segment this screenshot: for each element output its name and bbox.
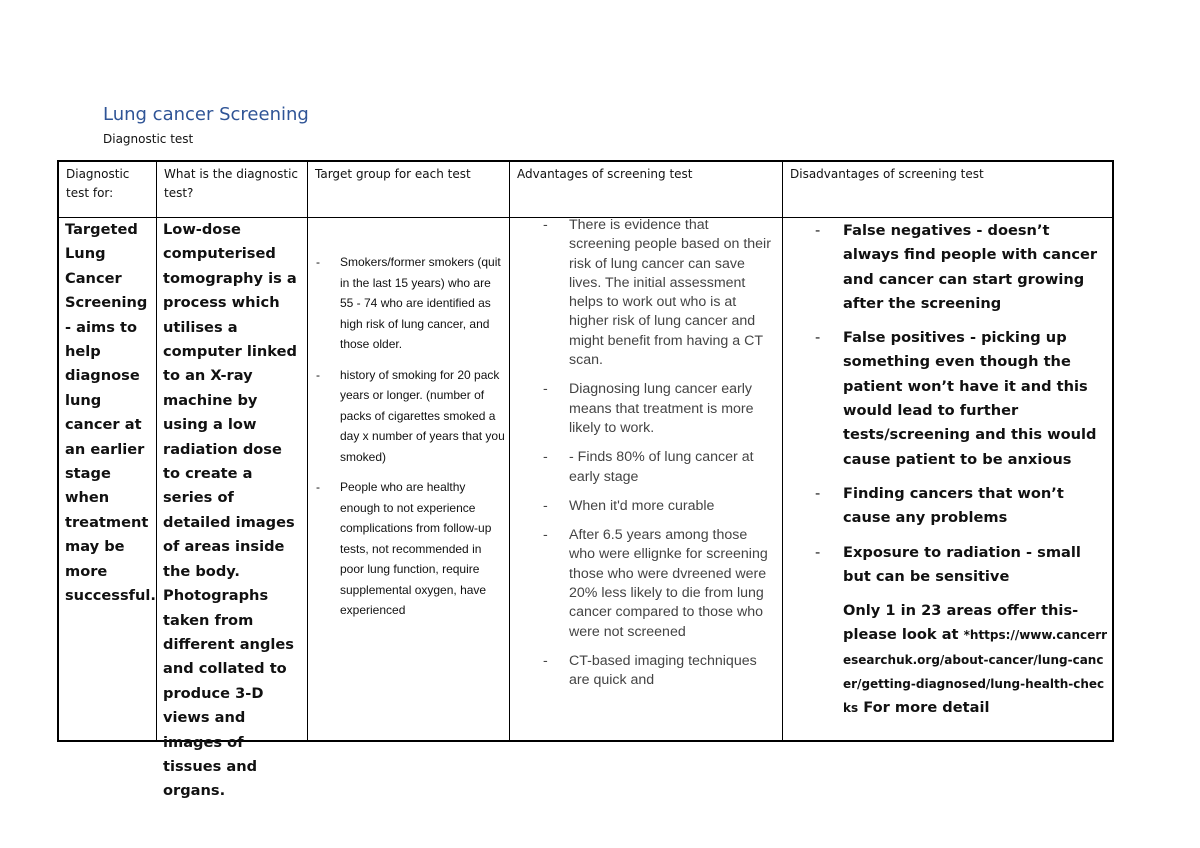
list-item: - People who are healthy enough to not experience complications from follow-up tests, not recommended in poor lung function, require supplemental oxygen, have experienced: [340, 477, 505, 621]
header-disadvantages: Disadvantages of screening test: [783, 162, 1114, 218]
cell-target-group: [308, 218, 509, 621]
cell-disadvantages: [783, 219, 1114, 721]
cell-what-is: Low-dose computerised tomography is a process which utilises a computer linked to an X-ray machine by using a low radiation dose to create a series of detailed images of areas inside the body. Photographs taken from different angles and collated to produce 3-D views and images of tissues and organs.: [163, 221, 297, 800]
note-text: Only 1 in 23 areas offer this- please look at: [843, 602, 1079, 644]
list-item: - Exposure to radiation - small but can be sensitive: [843, 541, 1108, 590]
list-item: - When it'd more curable: [569, 497, 774, 516]
page-title: Lung cancer Screening: [103, 104, 309, 125]
column-advantages: [510, 162, 783, 740]
list-item: - There is evidence that screening people based on their risk of lung cancer can save lives. The initial assessment helps to work out who is at higher risk of lung cancer and might benefit from having a CT scan.: [569, 216, 774, 370]
more-info-link[interactable]: *https://www.cancerresearchuk.org/about-cancer/lung-cancer/getting-diagnosed/lung-health-checks: [843, 628, 1108, 716]
header-target-group: Target group for each test: [308, 162, 509, 218]
header-advantages: Advantages of screening test: [510, 162, 782, 218]
header-test-for: Diagnostic test for:: [59, 162, 156, 218]
note-end: For more detail: [863, 699, 990, 717]
cell-test-for: Targeted Lung Cancer Screening - aims to help diagnose lung cancer at an earlier stage when treatment may be more successful.: [65, 221, 156, 605]
more-info-note: [789, 599, 1108, 720]
list-item: - False negatives - doesn’t always find people with cancer and cancer can start growing after the screening: [843, 219, 1108, 316]
list-item: - False positives - picking up something even though the patient won’t have it and this would lead to further tests/screening and this would cause patient to be anxious: [843, 326, 1108, 472]
disadvantages-list: [789, 219, 1108, 589]
screening-table: [57, 160, 1114, 800]
column-disadvantages: [783, 162, 1114, 740]
target-group-list: [314, 218, 505, 621]
column-target-group: [308, 162, 510, 740]
list-item: - history of smoking for 20 pack years or longer. (number of packs of cigarettes smoked a day x number of years that you smoked): [340, 365, 505, 468]
list-item: - - Finds 80% of lung cancer at early stage: [569, 448, 774, 487]
list-item: - After 6.5 years among those who were ellignke for screening those who were dvreened were 20% less likely to die from lung cancer compared to those who were not screened: [569, 526, 774, 642]
page-subtitle: Diagnostic test: [103, 132, 194, 146]
header-what-is: What is the diagnostic test?: [157, 162, 307, 218]
list-item: - Diagnosing lung cancer early means that treatment is more likely to work.: [569, 380, 774, 438]
column-what-is: [157, 162, 308, 800]
advantages-list: [516, 216, 774, 691]
column-test-for: [59, 162, 157, 740]
list-item: - Smokers/former smokers (quit in the last 15 years) who are 55 - 74 who are identified as high risk of lung cancer, and those older.: [340, 252, 505, 355]
list-item: - CT-based imaging techniques are quick and: [569, 652, 774, 691]
list-item: - Finding cancers that won’t cause any problems: [843, 482, 1108, 531]
cell-advantages: [510, 216, 782, 691]
